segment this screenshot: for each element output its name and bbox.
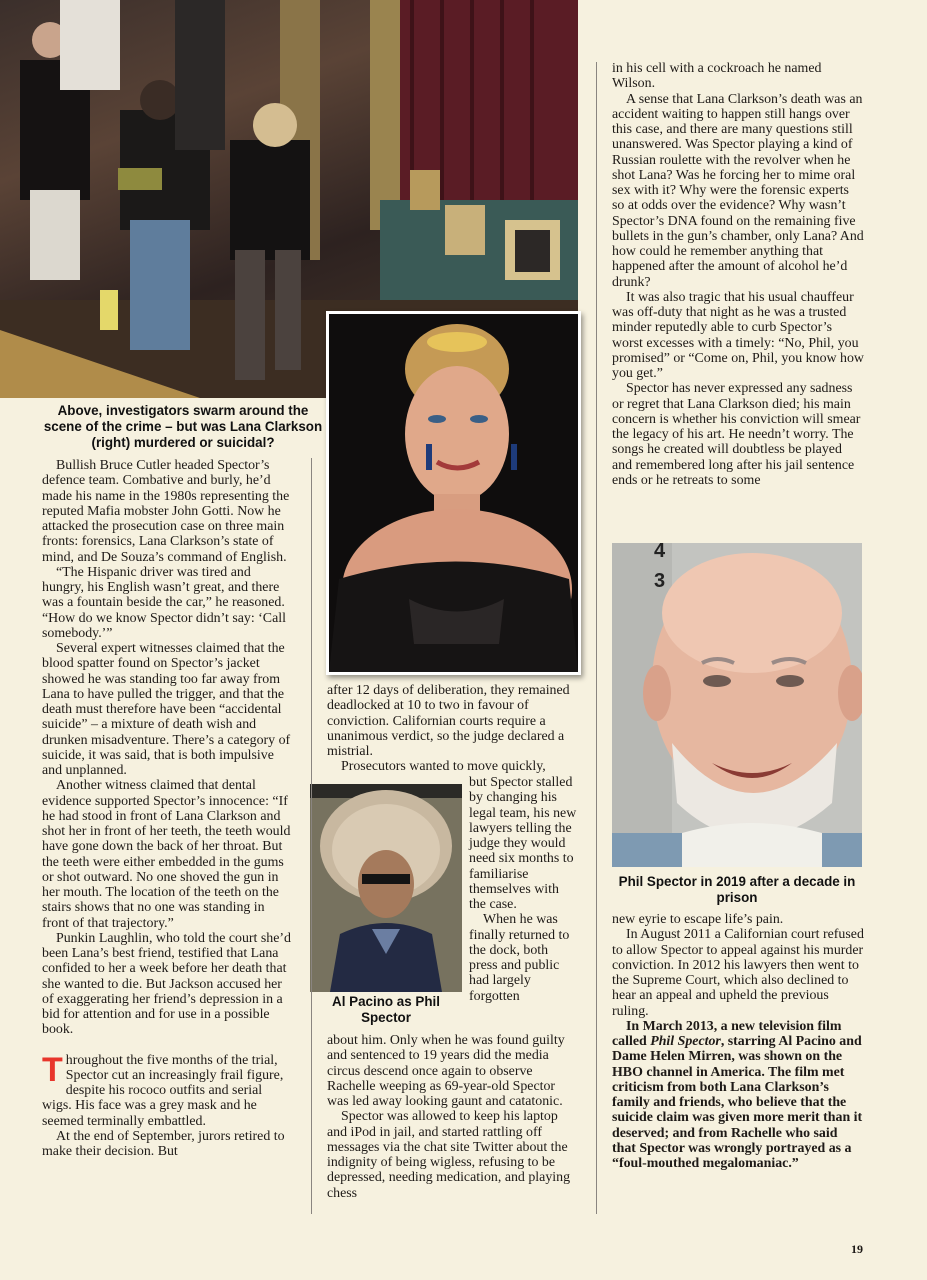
drop-cap: T bbox=[42, 1050, 63, 1089]
crime-scene-caption: Above, investigators swarm around the scene of the crime – but was Lana Clarkson (right) murdered or suicidal? bbox=[43, 403, 323, 450]
paragraph: At the end of September, jurors retired to make their decision. But bbox=[42, 1128, 285, 1159]
paragraph: after 12 days of deliberation, they remained deadlocked at 10 to two in favour of conviction. Californian courts require a unanimous verdict, so the judge declared a mistrial. bbox=[327, 683, 570, 759]
paragraph-text: hroughout the five months of the trial, Spector cut an increasingly frail figure, despite his rococo outfits and serial wigs. His face was a grey mask and he seemed terminally embattled. bbox=[42, 1052, 284, 1129]
paragraph: A sense that Lana Clarkson’s death was an accident waiting to happen still hangs over this case, and there are many questions still unanswered. Was Spector playing a kind of Russian roulette with the revolver when he shot Lana? Was he forcing her to mime oral sex with it? Why were the forensic experts so at odds over the evidence? Why wasn’t Spector’s DNA found on the remaining five bullets in the gun’s chamber, only Lana? And how could he remember anything that happened after the amount of alcohol he’d drunk? bbox=[612, 91, 864, 290]
article-column-2-bottom bbox=[327, 1033, 579, 1201]
bold-paragraph bbox=[612, 1019, 864, 1172]
al-pacino-photo bbox=[310, 784, 462, 992]
paragraph: Another witness claimed that dental evidence supported Spector’s innocence: “If he had stood in front of Lana Clarkson and shot her in front of her teeth, the teeth would have gone down the back of her throat. But the teeth were either embedded in the gums or shot outward. No one shoved the gun in her mouth. The location of the teeth on the stairs shows that no one was standing in front of that trajectory.” bbox=[42, 778, 291, 931]
column-divider-right bbox=[596, 62, 597, 1214]
mugshot-sign-number-top: 4 bbox=[654, 543, 666, 562]
phil-spector-mugshot-photo bbox=[612, 543, 862, 867]
paragraph: It was also tragic that his usual chauffeur was off-duty that night as he was a trusted minder reputedly able to curb Spector’s worst excesses with a timely: “No, Phil, you promised” or “Come on, Phil, you know how you get.” bbox=[612, 289, 864, 381]
paragraph: In August 2011 a Californian court refused to allow Spector to appeal against his murder conviction. In 2012 his lawyers then went to the Supreme Court, which also declined to hear an appeal and upheld the previous ruling. bbox=[612, 927, 864, 1019]
page-number: 19 bbox=[851, 1242, 863, 1256]
article-column-3-bottom bbox=[612, 912, 864, 1171]
paragraph: about him. Only when he was found guilty and sentenced to 19 years did the media circus descend once again to observe Rachelle weeping as 69-year-old Spector was led away looking gaunt and catatonic. bbox=[327, 1033, 565, 1109]
lana-clarkson-portrait-photo bbox=[326, 311, 581, 675]
article-column-3-top bbox=[612, 61, 864, 488]
phil-spector-mugshot-caption: Phil Spector in 2019 after a decade in prison bbox=[618, 874, 856, 905]
al-pacino-caption: Al Pacino as Phil Spector bbox=[332, 994, 440, 1025]
paragraph: in his cell with a cockroach he named Wilson. bbox=[612, 61, 822, 92]
column-divider-left bbox=[311, 458, 312, 1214]
paragraph: When he was finally returned to the dock, both press and public had largely forgotten bbox=[469, 912, 570, 1004]
paragraph: Spector has never expressed any sadness or regret that Lana Clarkson died; his main concern is whether his conviction will smear the legacy of his art. He needn’t worry. The songs he created will doubtless be played and remembered long after his jail sentence ends or he retreats to some bbox=[612, 381, 861, 488]
paragraph-text: , starring Al Pacino and Dame Helen Mirren, was shown on the HBO channel in America. The film met criticism from both Lana Clarkson’s family and friends, who believe that the suicide claim was given more merit than it deserved; and from Rachelle who said that Spector was wrongly portrayed as a “foul-mouthed megalomaniac.” bbox=[612, 1034, 863, 1171]
paragraph: Prosecutors wanted to move quickly, bbox=[341, 759, 546, 775]
paragraph: new eyrie to escape life’s pain. bbox=[612, 912, 784, 927]
article-column-2-top bbox=[327, 683, 579, 775]
paragraph: Spector was allowed to keep his laptop and iPod in jail, and started rattling off messages via the chat site Twitter about the indignity of being wigless, refusing to be depressed, needing medication, and playing chess bbox=[327, 1109, 571, 1201]
mugshot-sign-number-mid: 3 bbox=[654, 570, 666, 592]
paragraph-text: In March 2013, a new television film called bbox=[612, 1018, 842, 1049]
article-column-1 bbox=[42, 458, 294, 1159]
article-column-2-beside-photo bbox=[469, 775, 579, 1004]
film-title: Phil Spector bbox=[650, 1034, 721, 1049]
paragraph: but Spector stalled by changing his legal team, his new lawyers telling the judge they would need six months to familiarise themselves with the case. bbox=[469, 775, 577, 912]
paragraph-with-dropcap bbox=[42, 1050, 294, 1129]
paragraph: Bullish Bruce Cutler headed Spector’s defence team. Combative and burly, he’d made his name in the 1980s representing the reputed Mafia mobster John Gotti. Now he attacked the prosecution case on three main fronts: forensics, Lana Clarkson’s state of mind, and De Souza’s command of English. bbox=[42, 458, 290, 565]
paragraph: “The Hispanic driver was tired and hungry, his English wasn’t great, and there was a fountain beside the car,” he reasoned. “How do we know Spector didn’t say: ‘Call somebody.’” bbox=[42, 564, 286, 641]
paragraph: Punkin Laughlin, who told the court she’d been Lana’s best friend, testified that Lana confided to her a week before her death that she wanted to die. But Jackson accused her of exaggerating her friend’s depression in a bid for attention and for use in a possible book. bbox=[42, 930, 291, 1038]
paragraph: Several expert witnesses claimed that the blood spatter found on Spector’s jacket showed he was standing too far away from Lana to have pulled the trigger, and that the death must therefore have been “accidental suicide” – a mixture of death wish and drunken misadventure. There’s a category of suicide, it was said, that is both impulsive and unplanned. bbox=[42, 641, 291, 778]
